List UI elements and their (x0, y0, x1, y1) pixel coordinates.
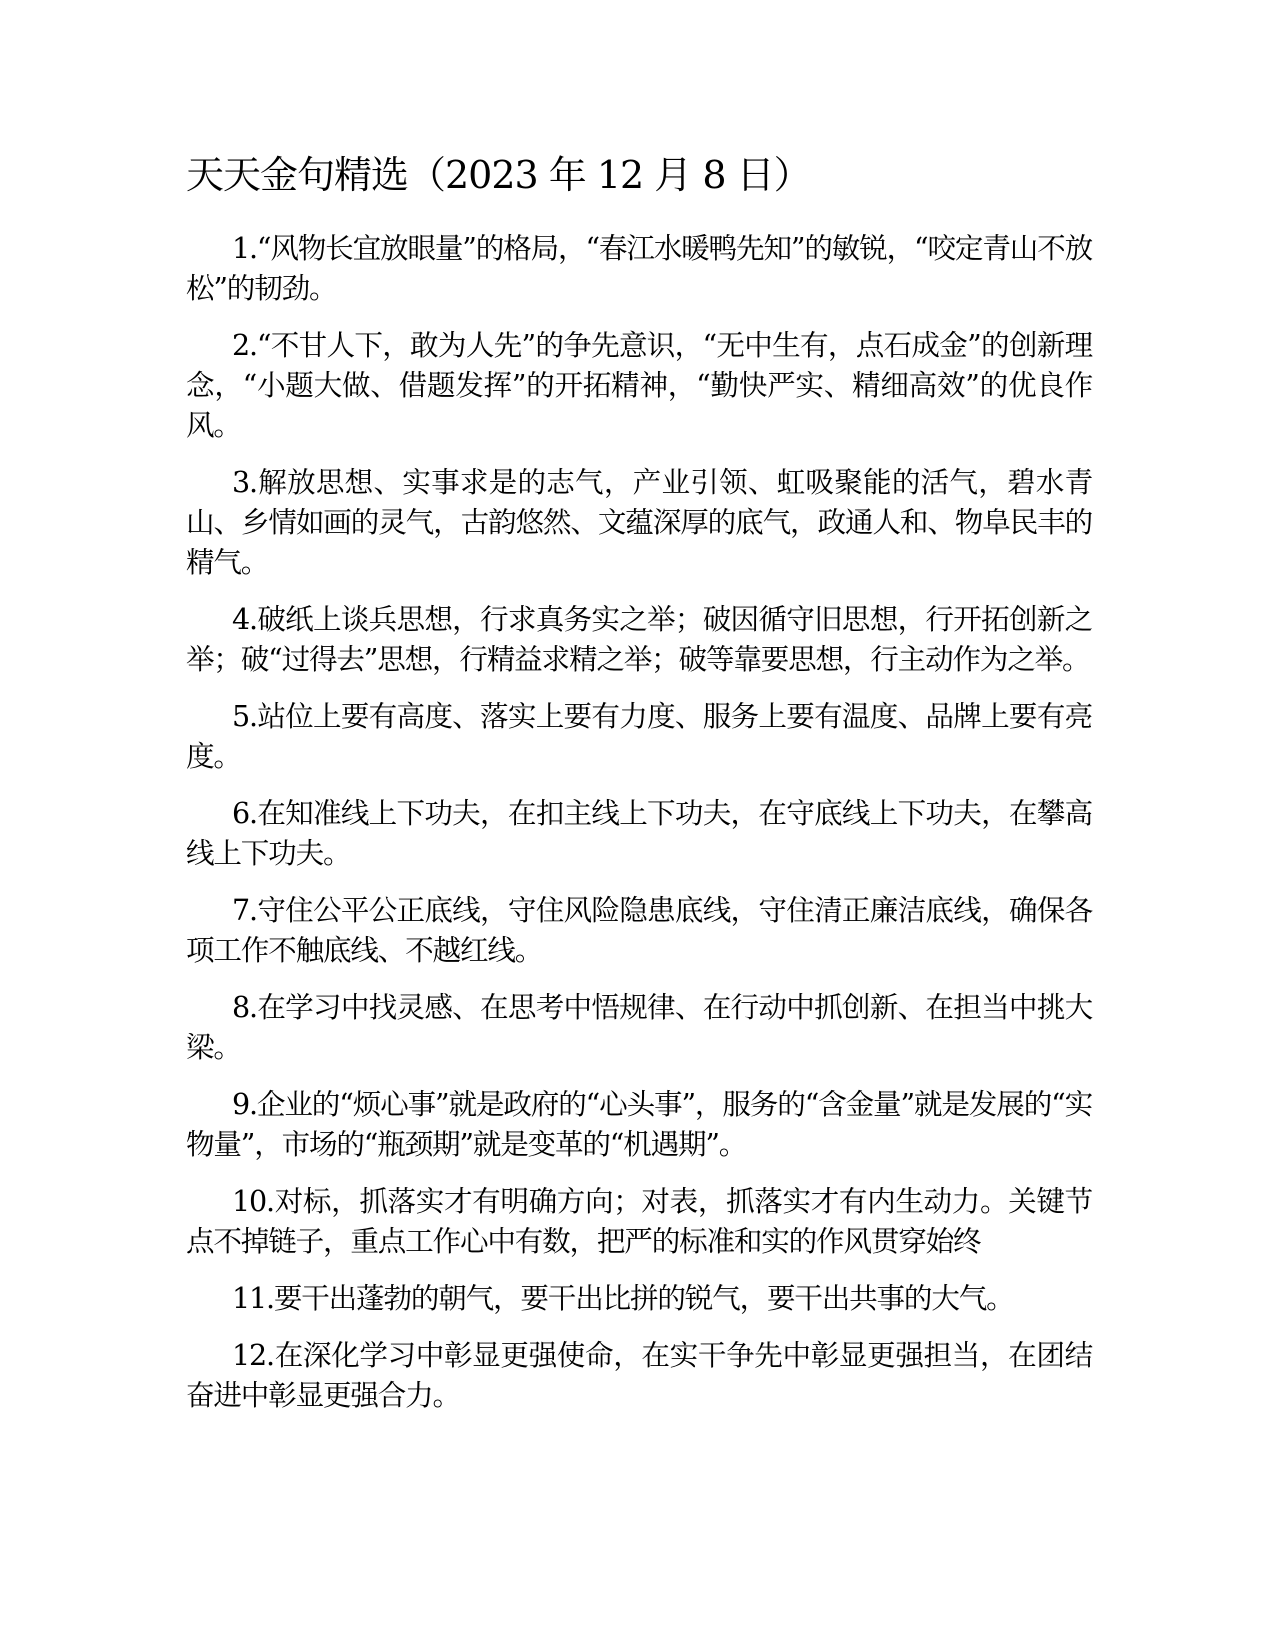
quote-item-1: 1.“风物长宜放眼量”的格局，“春江水暖鸭先知”的敏锐，“咬定青山不放松”的韧劲。 (186, 231, 1092, 305)
quote-item-8: 8.在学习中找灵感、在思考中悟规律、在行动中抓创新、在担当中挑大梁。 (186, 990, 1092, 1064)
quote-item-7: 7.守住公平公正底线，守住风险隐患底线，守住清正廉洁底线，确保各项工作不触底线、不越红线。 (186, 893, 1092, 967)
quote-item-12: 12.在深化学习中彰显更强使命，在实干争先中彰显更强担当，在团结奋进中彰显更强合力。 (186, 1338, 1092, 1412)
quote-item-9: 9.企业的“烦心事”就是政府的“心头事”，服务的“含金量”就是发展的“实物量”，市场的“瓶颈期”就是变革的“机遇期”。 (186, 1087, 1092, 1161)
quote-item-2: 2.“不甘人下，敢为人先”的争先意识，“无中生有，点石成金”的创新理念，“小题大做、借题发挥”的开拓精神，“勤快严实、精细高效”的优良作风。 (186, 328, 1092, 442)
document-page (186, 148, 1092, 1432)
quote-item-11: 11.要干出蓬勃的朝气，要干出比拼的锐气，要干出共事的大气。 (232, 1281, 1014, 1315)
quote-item-10: 10.对标，抓落实才有明确方向；对表，抓落实才有内生动力。关键节点不掉链子，重点工作心中有数，把严的标准和实的作风贯穿始终 (186, 1184, 1092, 1258)
quote-item-4: 4.破纸上谈兵思想，行求真务实之举；破因循守旧思想，行开拓创新之举；破“过得去”思想，行精益求精之举；破等靠要思想，行主动作为之举。 (186, 602, 1092, 676)
quote-list (186, 228, 1092, 1415)
document-title: 天天金句精选（2023 年 12 月 8 日） (186, 153, 811, 197)
quote-item-3: 3.解放思想、实事求是的志气，产业引领、虹吸聚能的活气，碧水青山、乡情如画的灵气，古韵悠然、文蕴深厚的底气，政通人和、物阜民丰的精气。 (186, 465, 1092, 579)
quote-item-5: 5.站位上要有高度、落实上要有力度、服务上要有温度、品牌上要有亮度。 (186, 699, 1092, 773)
quote-item-6: 6.在知准线上下功夫，在扣主线上下功夫，在守底线上下功夫，在攀高线上下功夫。 (186, 796, 1092, 870)
